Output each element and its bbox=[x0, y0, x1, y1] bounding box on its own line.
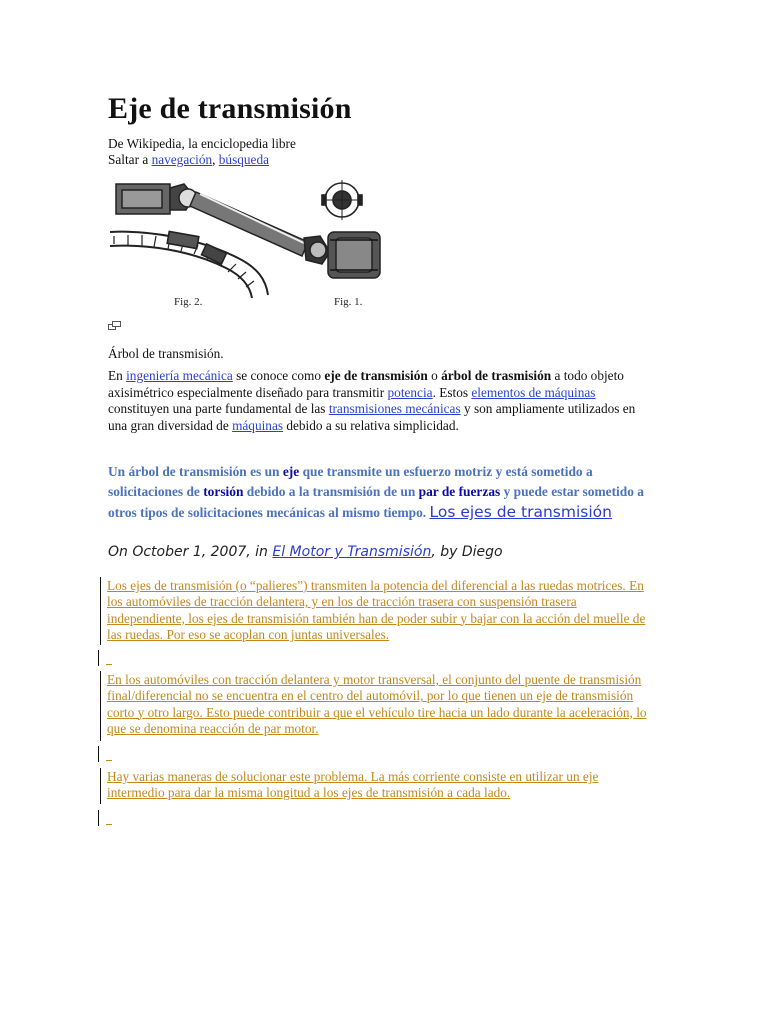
quote-bar bbox=[100, 577, 101, 645]
cross-section-drawing bbox=[322, 180, 362, 220]
fig2-label: Fig. 2. bbox=[174, 296, 203, 308]
link-ingenieria-mecanica[interactable]: ingeniería mecánica bbox=[126, 368, 233, 383]
driveshaft-figure bbox=[108, 180, 390, 312]
source-line: De Wikipedia, la enciclopedia libre bbox=[108, 136, 296, 151]
term-arbol-de-trasmision: árbol de trasmisión bbox=[441, 368, 552, 383]
link-potencia[interactable]: potencia bbox=[387, 384, 433, 400]
quote-text[interactable]: Hay varias maneras de solucionar este problema. La más corriente consiste en utilizar un eje intermedio para dar la misma longitud a los ejes de transmisión a cada lado. bbox=[107, 769, 599, 801]
curved-shaft-drawing bbox=[110, 231, 268, 298]
link-elementos-de-maquinas[interactable]: elementos de máquinas bbox=[471, 384, 596, 400]
skip-separator: , bbox=[212, 152, 219, 167]
link-transmisiones-mecanicas[interactable]: transmisiones mecánicas bbox=[328, 401, 461, 416]
quote-bar bbox=[100, 671, 101, 741]
figure-caption: Árbol de transmisión. bbox=[108, 346, 224, 361]
skip-links bbox=[108, 152, 269, 168]
quote-text[interactable]: En los automóviles con tracción delantera y motor transversal, el conjunto del puente de transmisión final/diferencial no se encuentra en el centro del automóvil, por lo que tienen un eje de transmisión corto y otro largo. Esto puede contribuir a que el vehículo tire hacia un lado durante la aceleración, lo que se denomina reacción de par motor. bbox=[107, 672, 647, 736]
category-link[interactable]: El Motor y Transmisión bbox=[272, 544, 432, 560]
fig1-label: Fig. 1. bbox=[334, 296, 363, 308]
quote-block-1 bbox=[100, 577, 660, 645]
link-torsion[interactable]: torsión bbox=[203, 484, 244, 499]
post-byline: On October 1, 2007, in El Motor y Transmisión, by Diego bbox=[108, 544, 503, 560]
quote-block-2 bbox=[100, 671, 660, 741]
separator-tick bbox=[98, 746, 99, 762]
separator-tick bbox=[98, 650, 99, 666]
term-eje-de-transmision: eje de transmisión bbox=[324, 368, 428, 383]
link-maquinas[interactable]: máquinas bbox=[232, 417, 284, 433]
intro-paragraph: En ingeniería mecánica se conoce como eje de transmisión o árbol de trasmisión a todo objeto axisimétrico especialmente diseñado para transmitir potencia. Estos elementos de máquinas constituyen una parte fundamental de las transmisiones mecánicas y son ampliamente utilizados en una gran diversidad de máquinas debido a su relativa simplicidad. bbox=[108, 368, 636, 433]
expand-image-icon[interactable] bbox=[108, 321, 121, 331]
separator-dash bbox=[106, 760, 112, 761]
section-heading-link[interactable]: Los ejes de transmisión bbox=[429, 503, 612, 521]
quote-bar bbox=[100, 768, 101, 804]
skip-prefix: Saltar a bbox=[108, 152, 152, 167]
page-title: Eje de transmisión bbox=[108, 92, 352, 125]
separator-tick bbox=[98, 810, 99, 826]
separator-dash bbox=[106, 824, 112, 825]
separator-dash bbox=[106, 664, 112, 665]
skip-navigation-link[interactable]: navegación bbox=[151, 152, 213, 167]
summary-paragraph: Un árbol de transmisión es un eje que transmite un esfuerzo motriz y está sometido a solicitaciones de torsión debido a la transmisión de un par de fuerzas y puede estar sometido a otros tipos de solicitaciones mecánicas al mismo tiempo. Los ejes de transmisión bbox=[108, 464, 644, 521]
link-par-de-fuerzas[interactable]: par de fuerzas bbox=[418, 484, 501, 499]
skip-search-link[interactable]: búsqueda bbox=[218, 152, 270, 167]
quote-block-3 bbox=[100, 768, 660, 804]
quote-text[interactable]: Los ejes de transmisión (o “palieres”) transmiten la potencia del diferencial a las ruedas motrices. En los automóviles de tracción delantera, y en los de tracción trasera con suspensión trasera independiente, los ejes de transmisión también han de poder subir y bajar con la acción del muelle de las ruedas. Por eso se acoplan con juntas universales. bbox=[107, 578, 646, 642]
link-eje[interactable]: eje bbox=[282, 464, 300, 479]
